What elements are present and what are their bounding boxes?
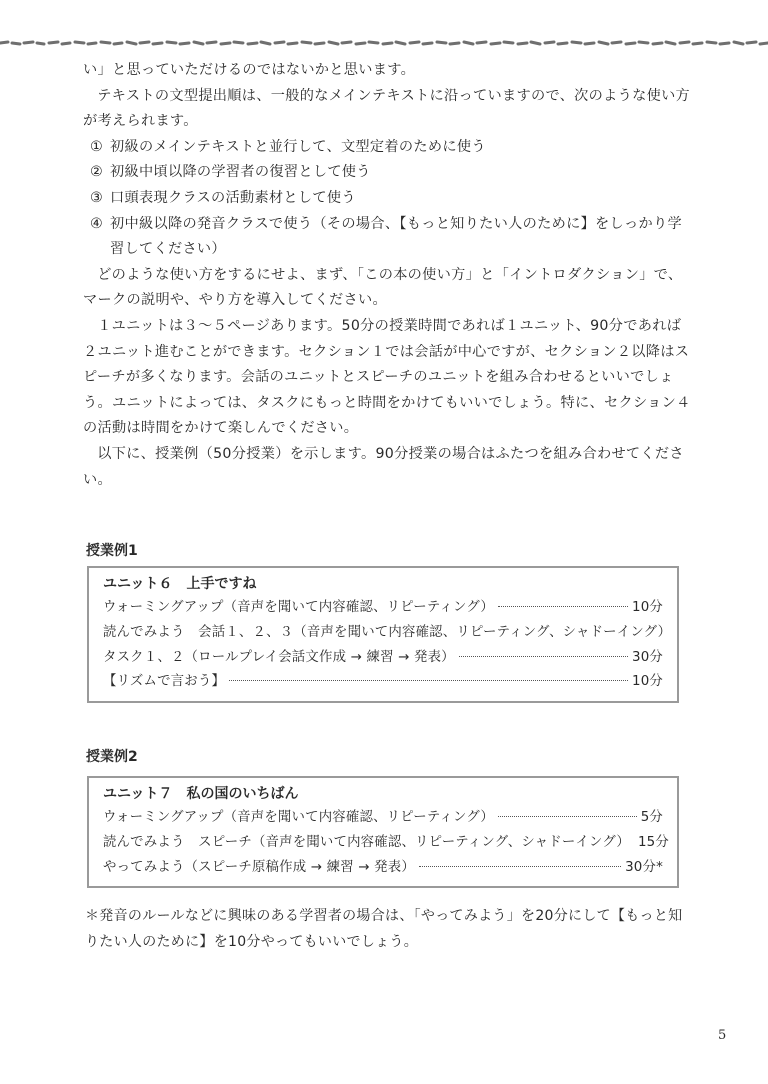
decorative-dashed-border [0, 36, 768, 50]
schedule-row: タスク１、２（ロールプレイ会話文作成 → 練習 → 発表） 30分 [103, 649, 663, 665]
schedule-row: 読んでみよう スピーチ（音声を聞いて内容確認、リピーティング、シャドーイング） 15分 [103, 834, 669, 850]
paragraph-how-to: どのような使い方をするにせよ、まず、「この本の使い方」と「イントロダクション」で、マークの説明や、やり方を導入してください。 [83, 266, 683, 309]
list-item [83, 160, 693, 186]
schedule-row: ウォーミングアップ（音声を聞いて内容確認、リピーティング） 5分 [103, 810, 663, 825]
footnote: ＊発音のルールなどに興味のある学習者の場合は、「やってみよう」を20分にして【もっと知りたい人のために】を10分やってもいいでしょう。 [85, 908, 683, 950]
intro-continuation: い」と思っていただけるのではないかと思います。 [83, 62, 416, 78]
leader-dots [459, 656, 628, 657]
leader-dots [419, 866, 621, 867]
schedule-row: ウォーミングアップ（音声を聞いて内容確認、リピーティング） 10分 [103, 600, 663, 615]
example1-box [87, 566, 679, 703]
leader-dots [498, 606, 628, 607]
list-text: 初級のメインテキストと並行して、文型定着のために使う [110, 138, 486, 155]
schedule-row: やってみよう（スピーチ原稿作成 → 練習 → 発表） 30分* [103, 859, 663, 875]
list-item [83, 212, 693, 263]
leader-dots [498, 816, 637, 817]
example1-heading: 授業例1 [86, 543, 138, 559]
schedule-row: 【リズムで言おう】 10分 [103, 674, 663, 690]
paragraph-examples: 以下に、授業例（50分授業）を示します。90分授業の場合はふたつを組み合わせてください。 [83, 445, 684, 488]
list-number: ① [90, 138, 104, 155]
leader-dots [229, 680, 628, 681]
list-item [83, 186, 693, 212]
list-text: 初級中頃以降の学習者の復習として使う [110, 164, 371, 181]
example2-unit-title: ユニット７ 私の国のいちばん [103, 786, 299, 802]
list-item [83, 135, 693, 161]
example2-box [87, 776, 679, 888]
example2-heading: 授業例2 [86, 749, 138, 765]
list-text: 口頭表現クラスの活動素材として使う [110, 189, 356, 206]
schedule-row: 読んでみよう 会話１、２、３（音声を聞いて内容確認、リピーティング、シャドーイング） [103, 624, 672, 640]
list-text: 初中級以降の発音クラスで使う（その場合、【もっと知りたい人のために】をしっかり学習してください） [110, 215, 682, 258]
list-number: ④ [90, 215, 104, 232]
example1-unit-title: ユニット６ 上手ですね [103, 576, 257, 592]
paragraph-units: １ユニットは３～５ページあります。50分の授業時間であれば１ユニット、90分であれば２ユニット進むことができます。セクション１では会話が中心ですが、セクション２以降はスピーチが多くなります。会話のユニットとスピーチのユニットを組み合わせるといいでしょう。ユニットによっては、タスクにもっと時間をかけてもいいでしょう。特に、セクション４の活動は時間をかけて楽しんでください。 [83, 317, 691, 437]
list-number: ② [90, 164, 104, 181]
body-text [83, 58, 693, 493]
page-number: 5 [718, 1028, 727, 1043]
list-number: ③ [90, 189, 104, 206]
paragraph-text-order: テキストの文型提出順は、一般的なメインテキストに沿っていますので、次のような使い方が考えられます。 [83, 87, 691, 130]
